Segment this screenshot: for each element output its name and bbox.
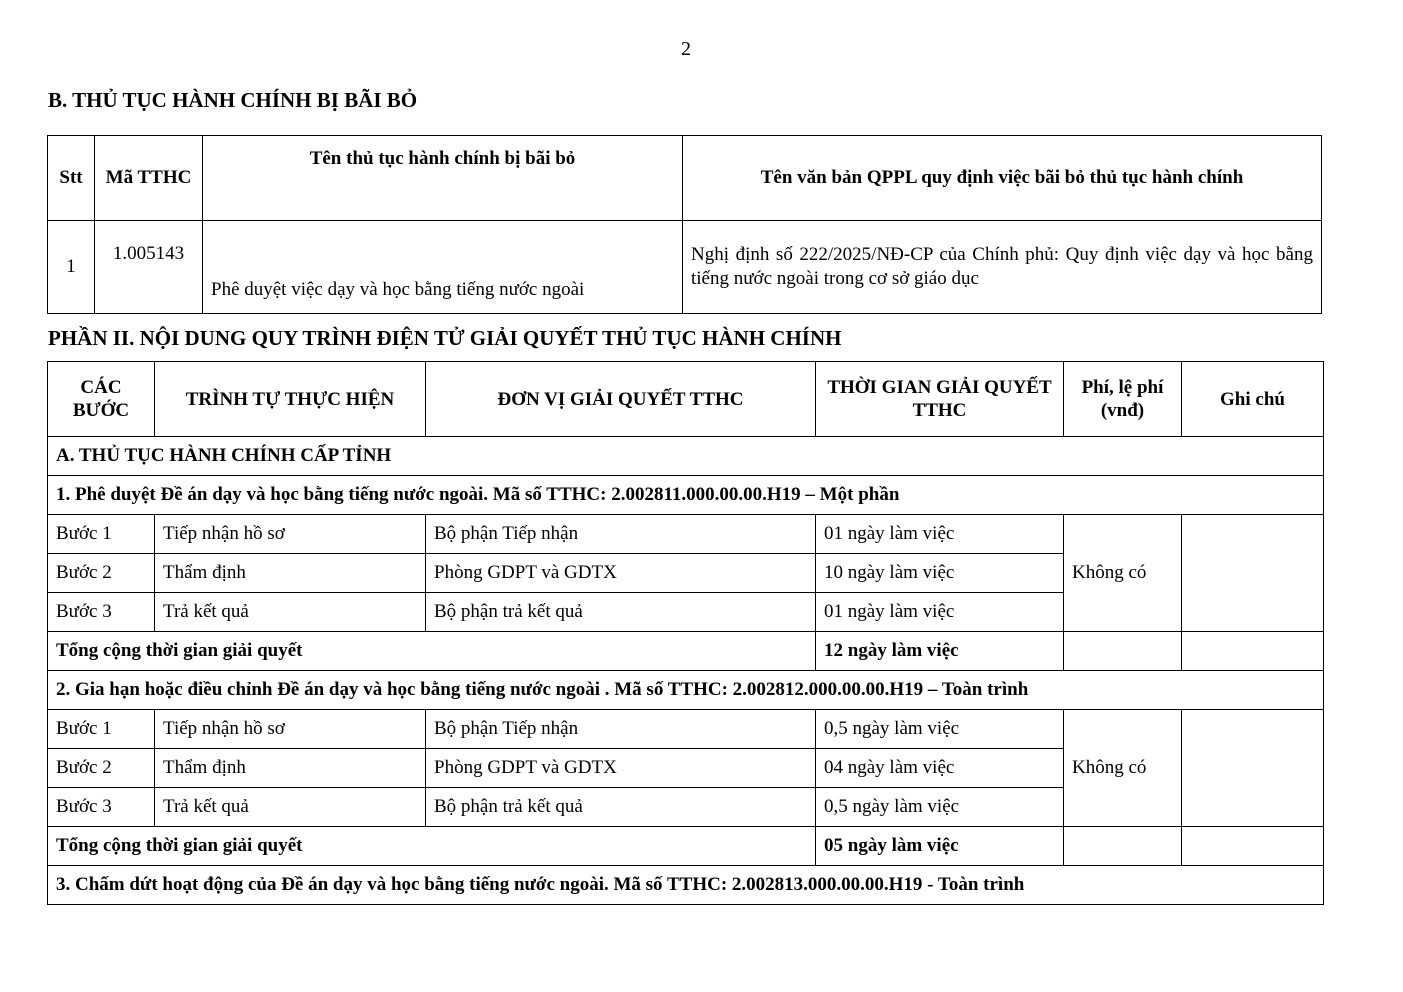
header-legal-document: Tên văn bản QPPL quy định việc bãi bỏ thủ tục hành chính: [683, 136, 1322, 221]
header-time: THỜI GIAN GIẢI QUYẾT TTHC: [816, 362, 1064, 437]
procedure-title-row: [48, 476, 1324, 515]
total-time: 12 ngày làm việc: [816, 632, 1064, 671]
step-action: Thẩm định: [155, 749, 426, 788]
procedure-process-table: [47, 361, 1324, 905]
step-time: 01 ngày làm việc: [816, 593, 1064, 632]
step-action: Tiếp nhận hồ sơ: [155, 710, 426, 749]
page-number: 2: [681, 38, 691, 60]
header-note: Ghi chú: [1182, 362, 1324, 437]
step-label: Bước 1: [48, 515, 155, 554]
step-action: Trả kết quả: [155, 788, 426, 827]
step-unit: Bộ phận Tiếp nhận: [426, 515, 816, 554]
step-unit: Bộ phận trả kết quả: [426, 593, 816, 632]
procedure-note: [1182, 515, 1324, 632]
header-sequence: TRÌNH TỰ THỰC HIỆN: [155, 362, 426, 437]
step-action: Trả kết quả: [155, 593, 426, 632]
header-fee: Phí, lệ phí (vnđ): [1064, 362, 1182, 437]
step-label: Bước 3: [48, 788, 155, 827]
step-label: Bước 2: [48, 554, 155, 593]
step-label: Bước 3: [48, 593, 155, 632]
header-steps: CÁC BƯỚC: [48, 362, 155, 437]
part-ii-heading: PHẦN II. NỘI DUNG QUY TRÌNH ĐIỆN TỬ GIẢI QUYẾT THỦ TỤC HÀNH CHÍNH: [48, 326, 842, 350]
header-code: Mã TTHC: [95, 136, 203, 221]
procedure-fee: Không có: [1064, 515, 1182, 632]
row-code: 1.005143: [95, 221, 203, 314]
procedure-2-title: 2. Gia hạn hoặc điều chỉnh Đề án dạy và học bằng tiếng nước ngoài . Mã số TTHC: 2.002812.000.00.00.H19 – Toàn trình: [48, 671, 1324, 710]
total-row: [48, 827, 1324, 866]
step-unit: Phòng GDPT và GDTX: [426, 554, 816, 593]
header-unit: ĐƠN VỊ GIẢI QUYẾT TTHC: [426, 362, 816, 437]
step-label: Bước 1: [48, 710, 155, 749]
step-time: 01 ngày làm việc: [816, 515, 1064, 554]
total-fee-cell: [1064, 827, 1182, 866]
step-label: Bước 2: [48, 749, 155, 788]
procedure-title-row: [48, 866, 1324, 905]
procedure-3-title: 3. Chấm dứt hoạt động của Đề án dạy và học bằng tiếng nước ngoài. Mã số TTHC: 2.002813.000.00.00.H19 - Toàn trình: [48, 866, 1324, 905]
table-row: [48, 710, 1324, 749]
total-row: [48, 632, 1324, 671]
step-action: Thẩm định: [155, 554, 426, 593]
step-action: Tiếp nhận hồ sơ: [155, 515, 426, 554]
section-b-heading: B. THỦ TỤC HÀNH CHÍNH BỊ BÃI BỎ: [48, 88, 418, 112]
step-time: 0,5 ngày làm việc: [816, 710, 1064, 749]
row-stt: 1: [48, 221, 95, 314]
header-stt: Stt: [48, 136, 95, 221]
total-fee-cell: [1064, 632, 1182, 671]
table-header-row: [48, 362, 1324, 437]
step-unit: Bộ phận Tiếp nhận: [426, 710, 816, 749]
row-procedure-name: Phê duyệt việc dạy và học bằng tiếng nước ngoài: [203, 221, 683, 314]
procedure-fee: Không có: [1064, 710, 1182, 827]
total-note-cell: [1182, 827, 1324, 866]
total-label: Tổng cộng thời gian giải quyết: [48, 827, 816, 866]
procedure-1-title: 1. Phê duyệt Đề án dạy và học bằng tiếng nước ngoài. Mã số TTHC: 2.002811.000.00.00.H19 – Một phần: [48, 476, 1324, 515]
row-legal-document: Nghị định số 222/2025/NĐ-CP của Chính phủ: Quy định việc dạy và học bằng tiếng nước ngoài trong cơ sở giáo dục: [683, 221, 1322, 314]
total-note-cell: [1182, 632, 1324, 671]
total-label: Tổng cộng thời gian giải quyết: [48, 632, 816, 671]
section-a-title: A. THỦ TỤC HÀNH CHÍNH CẤP TỈNH: [48, 437, 1324, 476]
step-time: 04 ngày làm việc: [816, 749, 1064, 788]
abolished-procedures-table: [47, 135, 1322, 314]
table-header-row: [48, 136, 1322, 221]
procedure-note: [1182, 710, 1324, 827]
step-time: 10 ngày làm việc: [816, 554, 1064, 593]
step-time: 0,5 ngày làm việc: [816, 788, 1064, 827]
header-procedure-name: Tên thủ tục hành chính bị bãi bỏ: [203, 136, 683, 221]
procedure-title-row: [48, 671, 1324, 710]
table-row: [48, 515, 1324, 554]
total-time: 05 ngày làm việc: [816, 827, 1064, 866]
section-a-row: [48, 437, 1324, 476]
table-row: [48, 221, 1322, 314]
step-unit: Phòng GDPT và GDTX: [426, 749, 816, 788]
step-unit: Bộ phận trả kết quả: [426, 788, 816, 827]
